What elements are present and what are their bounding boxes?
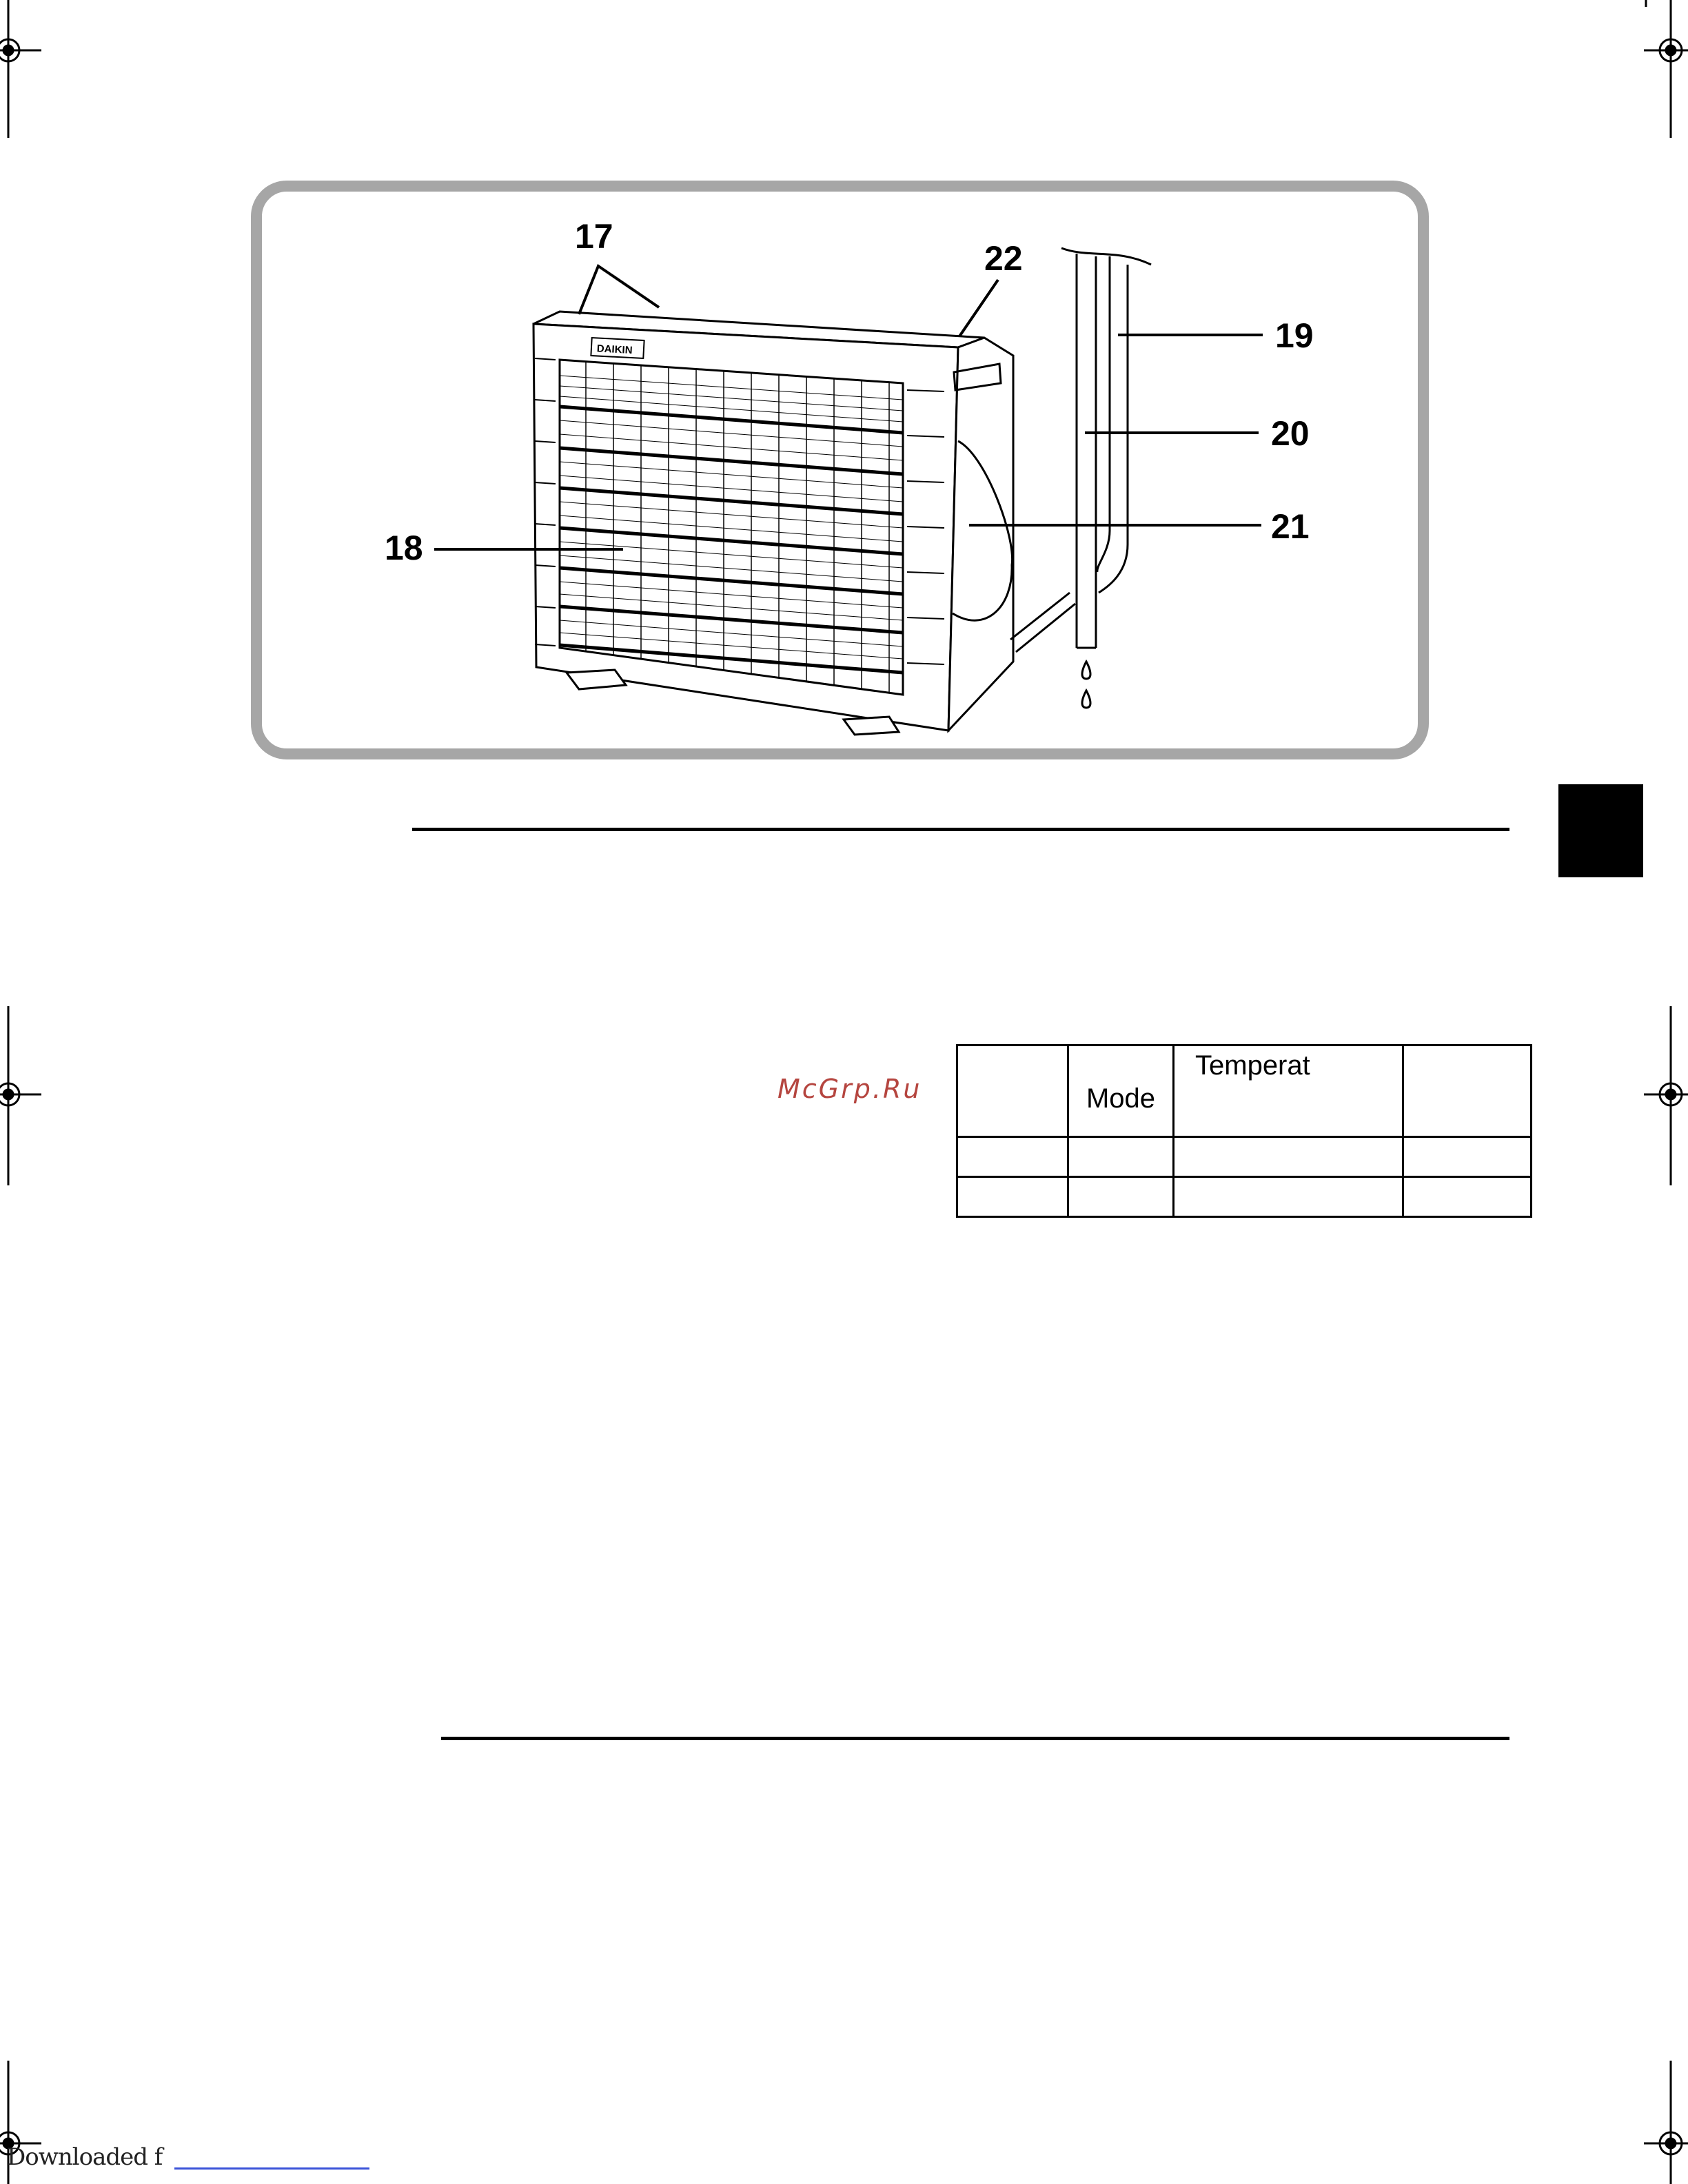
table-row — [957, 1137, 1532, 1177]
registration-mark-mid-right — [1644, 1006, 1688, 1185]
footer-link-underline[interactable] — [174, 2167, 369, 2170]
table-cell — [1403, 1137, 1532, 1177]
table-header-cell — [957, 1045, 1068, 1137]
callout-22: 22 — [984, 239, 1023, 278]
table-header-cell — [1403, 1045, 1532, 1137]
table-cell — [957, 1177, 1068, 1217]
watermark-text: McGrp.Ru — [777, 1074, 922, 1104]
callout-20: 20 — [1271, 414, 1310, 453]
table-cell — [1068, 1137, 1174, 1177]
registration-mark-mid-left — [0, 1006, 41, 1185]
registration-mark-bottom-right — [1644, 2061, 1688, 2184]
table-header-temperature: Temperat — [1174, 1045, 1403, 1137]
callout-18: 18 — [385, 529, 423, 567]
table-header-mode: Mode — [1068, 1045, 1174, 1137]
section-rule-top — [412, 828, 1509, 831]
downloaded-from-text: Downloaded f — [7, 2143, 163, 2171]
brand-logo: DAIKIN — [596, 343, 633, 357]
table-cell — [1068, 1177, 1174, 1217]
outdoor-unit-illustration — [0, 0, 1688, 765]
table-header-row — [957, 1045, 1532, 1137]
table-row — [957, 1177, 1532, 1217]
mode-temperature-table — [956, 1044, 1532, 1218]
callout-19: 19 — [1275, 316, 1314, 355]
section-rule-bottom — [441, 1737, 1509, 1740]
table-cell — [1403, 1177, 1532, 1217]
chapter-tab — [1558, 784, 1643, 877]
callout-17: 17 — [575, 217, 613, 256]
callout-21: 21 — [1271, 507, 1310, 546]
table-cell — [1174, 1177, 1403, 1217]
table-cell — [1174, 1137, 1403, 1177]
table-cell — [957, 1137, 1068, 1177]
